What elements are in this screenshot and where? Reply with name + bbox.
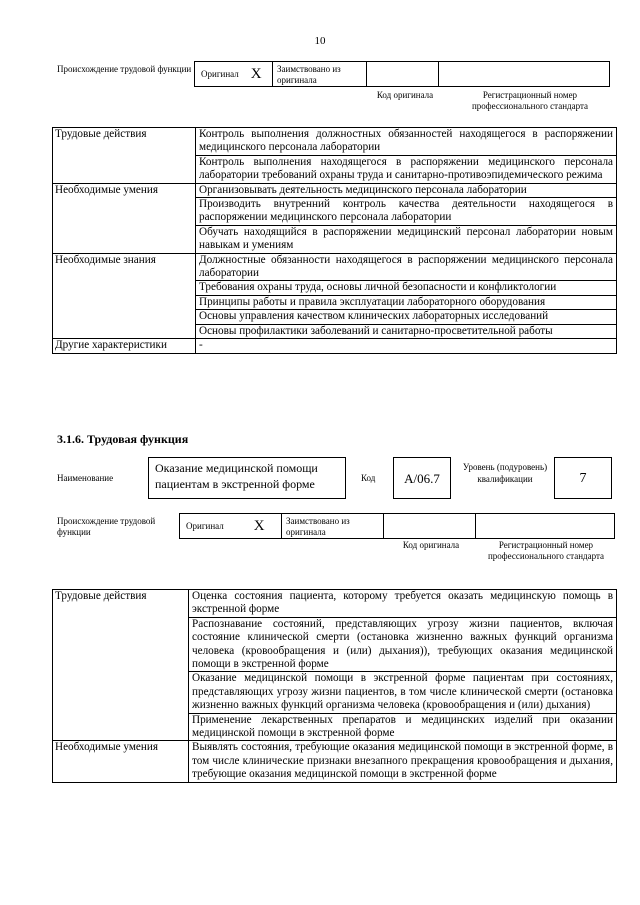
code-label: Код: [361, 473, 376, 483]
original-label: Оригинал: [201, 68, 239, 79]
table-row: [53, 741, 617, 782]
original-label: Оригинал: [186, 520, 224, 531]
reg-caption: Регистрационный номер профессионального стандарта: [471, 90, 589, 111]
origin-box: [179, 513, 615, 539]
table-cell: Должностные обязанности находящегося в распоряжении медицинского персонала лаборатории: [196, 253, 617, 281]
table-cell: Организовывать деятельность медицинского персонала лаборатории: [196, 183, 617, 197]
table-row: [53, 253, 617, 281]
table-cell: Требования охраны труда, основы личной безопасности и конфликтологии: [196, 281, 617, 295]
table-cell: Применение лекарственных препаратов и медицинских изделий при оказании медицинской помощи в экстренной форме: [189, 713, 617, 741]
table-cell: Выявлять состояния, требующие оказания медицинской помощи в экстренной форме, в том числе клинические признаки внезапного прекращения кровообращения и дыхания, требующие оказания медицинской помощи в экстренной форме: [189, 741, 617, 782]
table-row: [53, 128, 617, 156]
table-row: [53, 590, 617, 618]
borrowed-cell: Заимствовано из оригинала: [282, 514, 384, 538]
reg-caption: Регистрационный номер профессионального стандарта: [487, 540, 605, 561]
name-value: Оказание медицинской помощи пациентам в экстренной форме: [148, 457, 346, 499]
code-cell: [367, 62, 439, 86]
table-cell: Контроль выполнения должностных обязанностей находящегося в распоряжении медицинского персонала лаборатории: [196, 128, 617, 156]
origin-label: Происхождение трудовой функции: [57, 64, 192, 74]
borrowed-cell: Заимствовано из оригинала: [273, 62, 367, 86]
original-cell: [180, 514, 282, 538]
function-table-2: [52, 589, 617, 783]
table-cell: -: [196, 339, 617, 353]
code-value: А/06.7: [393, 457, 451, 499]
row-label: Другие характеристики: [53, 339, 196, 353]
row-label: Необходимые знания: [53, 253, 196, 338]
origin-box: [194, 61, 610, 87]
original-cell: [195, 62, 273, 86]
table-cell: Оценка состояния пациента, которому требуется оказать медицинскую помощь в экстренной форме: [189, 590, 617, 618]
row-label: Необходимые умения: [53, 183, 196, 253]
code-cell: [384, 514, 476, 538]
table-cell: Основы управления качеством клинических лабораторных исследований: [196, 310, 617, 324]
table-cell: Обучать находящийся в распоряжении медицинский персонал лаборатории новым навыкам и умениям: [196, 225, 617, 253]
reg-number-cell: [476, 514, 612, 538]
row-label: Трудовые действия: [53, 128, 196, 184]
original-mark: X: [253, 517, 265, 534]
table-row: [53, 339, 617, 353]
reg-number-cell: [439, 62, 607, 86]
row-label: Необходимые умения: [53, 741, 189, 782]
section-heading: 3.1.6. Трудовая функция: [57, 432, 189, 446]
level-value: 7: [554, 457, 612, 499]
table-row: [53, 183, 617, 197]
table-cell: Принципы работы и правила эксплуатации лабораторного оборудования: [196, 295, 617, 309]
origin-label: Происхождение трудовой функции: [57, 516, 156, 537]
name-label: Наименование: [57, 473, 114, 483]
code-caption: Код оригинала: [376, 90, 434, 100]
table-cell: Оказание медицинской помощи в экстренной форме пациентам при состояниях, представляющих угрозу жизни пациентов, в том числе клинической смерти (остановка жизненно важных функций организма человека (кровообращения и (или) дыхания): [189, 672, 617, 713]
level-label: Уровень (подуровень) квалификации: [462, 462, 548, 484]
code-caption: Код оригинала: [402, 540, 460, 550]
table-cell: Производить внутренний контроль качества деятельности находящегося в распоряжении медицинского персонала лаборатории: [196, 198, 617, 226]
original-mark: X: [250, 65, 262, 82]
row-label: Трудовые действия: [53, 590, 189, 741]
table-cell: Основы профилактики заболеваний и санитарно-просветительной работы: [196, 324, 617, 338]
page-number: 10: [314, 35, 326, 47]
table-cell: Распознавание состояний, представляющих угрозу жизни пациентов, включая состояние клинической смерти (остановка жизненно важных функций организма человека (кровообращения и (или) дыхания)), требующих оказания медицинской помощи в экстренной форме: [189, 617, 617, 672]
table-cell: Контроль выполнения находящегося в распоряжении медицинского персонала лаборатории требований охраны труда и санитарно-противоэпидемического режима: [196, 155, 617, 183]
function-table-1: [52, 127, 617, 354]
